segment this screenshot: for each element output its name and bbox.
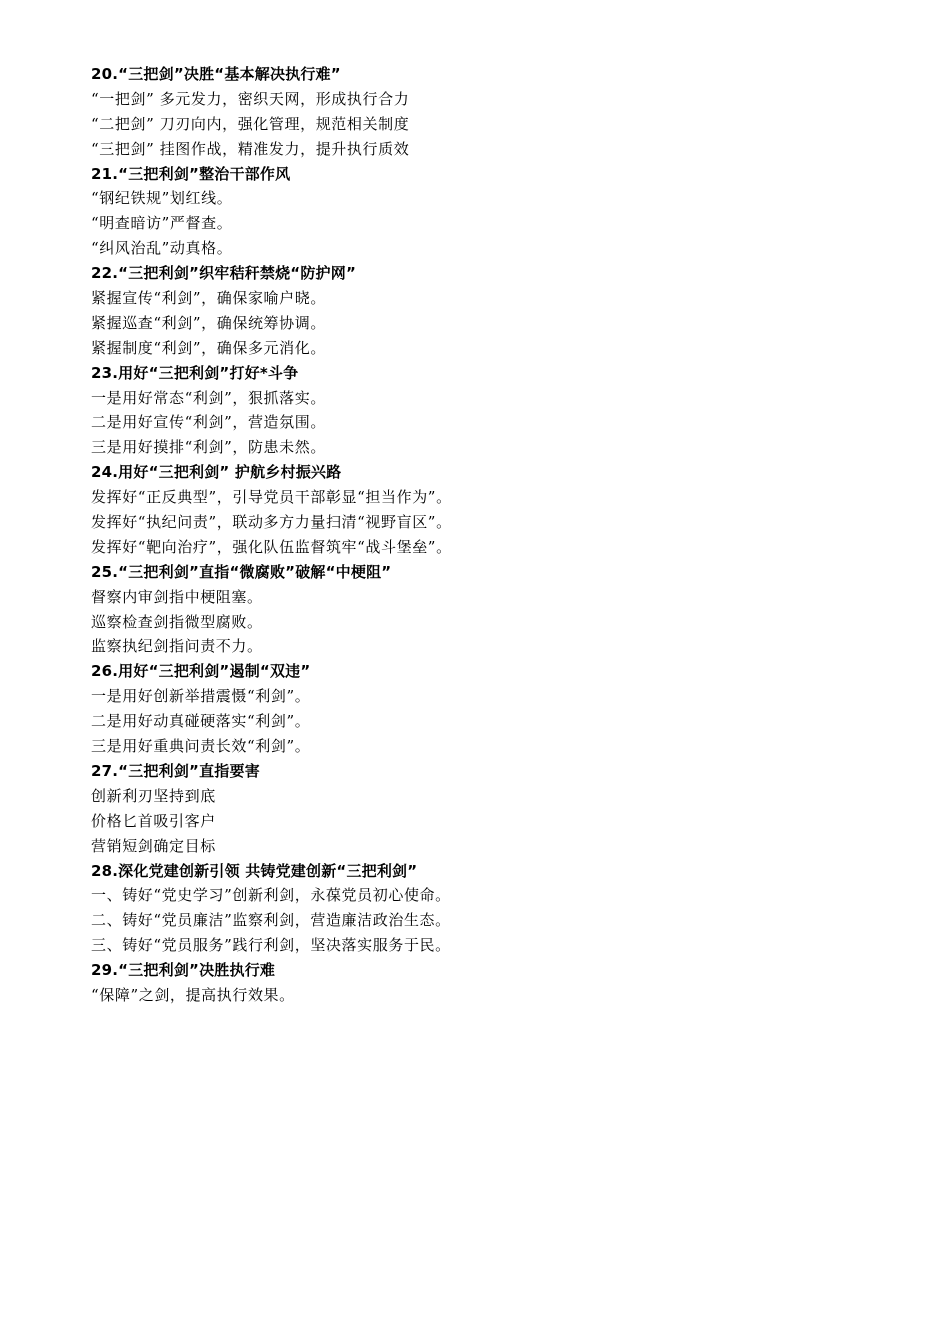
section-24 (91, 460, 891, 560)
section-line: 一、铸好“党史学习”创新利剑，永葆党员初心使命。 (91, 886, 451, 905)
section-line: 巡察检查剑指微型腐败。 (91, 612, 263, 631)
section-line: 营销短剑确定目标 (91, 836, 216, 855)
section-25 (91, 560, 891, 660)
section-line: “明查暗访”严督查。 (91, 214, 233, 233)
section-28 (91, 859, 891, 959)
section-line: 监察执纪剑指问责不力。 (91, 637, 263, 656)
section-line: “保障”之剑，提高执行效果。 (91, 985, 295, 1004)
section-line: 督察内审剑指中梗阻塞。 (91, 587, 263, 606)
section-21 (91, 162, 891, 262)
section-heading: 21.“三把利剑”整治干部作风 (91, 164, 291, 183)
section-23 (91, 361, 891, 461)
section-line: “钢纪铁规”划红线。 (91, 189, 233, 208)
section-line: “纠风治乱”动真格。 (91, 239, 233, 258)
section-heading: 29.“三把利剑”决胜执行难 (91, 961, 276, 980)
section-heading: 20.“三把剑”决胜“基本解决执行难” (91, 65, 341, 83)
section-heading: 22.“三把利剑”织牢秸秆禁烧“防护网” (91, 264, 357, 283)
section-line: 三是用好重典问责长效“利剑”。 (91, 737, 311, 756)
section-heading: 24.用好“三把利剑” 护航乡村振兴路 (91, 463, 342, 482)
section-line: “三把剑” 挂图作战，精准发力，提升执行质效 (91, 139, 410, 158)
section-line: 发挥好“正反典型”，引导党员干部彰显“担当作为”。 (91, 488, 452, 507)
section-line: 发挥好“执纪问责”，联动多方力量扫清“视野盲区”。 (91, 513, 452, 532)
section-line: “二把剑” 刀刃向内，强化管理，规范相关制度 (91, 114, 410, 133)
section-line: 一是用好常态“利剑”，狠抓落实。 (91, 388, 326, 407)
section-line: 紧握宣传“利剑”，确保家喻户晓。 (91, 289, 326, 308)
section-line: 三、铸好“党员服务”践行利剑，坚决落实服务于民。 (91, 936, 451, 955)
section-20 (91, 62, 891, 162)
section-29 (91, 958, 891, 1008)
document-page (91, 62, 891, 1008)
section-line: 二是用好宣传“利剑”，营造氛围。 (91, 413, 326, 432)
section-26 (91, 659, 891, 759)
section-heading: 26.用好“三把利剑”遏制“双违” (91, 662, 311, 681)
section-line: 一是用好创新举措震慑“利剑”。 (91, 687, 311, 706)
section-22 (91, 261, 891, 361)
section-line: 二、铸好“党员廉洁”监察利剑，营造廉洁政治生态。 (91, 911, 451, 930)
section-line: 紧握制度“利剑”，确保多元消化。 (91, 338, 326, 357)
section-line: 创新利刃坚持到底 (91, 786, 216, 805)
section-line: 价格匕首吸引客户 (91, 811, 216, 830)
section-heading: 23.用好“三把利剑”打好*斗争 (91, 363, 299, 382)
section-heading: 28.深化党建创新引领 共铸党建创新“三把利剑” (91, 861, 418, 880)
section-heading: 27.“三把利剑”直指要害 (91, 761, 260, 780)
section-line: 紧握巡查“利剑”，确保统筹协调。 (91, 313, 326, 332)
section-line: 发挥好“靶向治疗”，强化队伍监督筑牢“战斗堡垒”。 (91, 537, 452, 556)
section-heading: 25.“三把利剑”直指“微腐败”破解“中梗阻” (91, 562, 392, 581)
section-line: 三是用好摸排“利剑”，防患未然。 (91, 438, 326, 457)
section-line: “一把剑” 多元发力，密织天网，形成执行合力 (91, 89, 410, 108)
section-27 (91, 759, 891, 859)
section-line: 二是用好动真碰硬落实“利剑”。 (91, 712, 311, 731)
